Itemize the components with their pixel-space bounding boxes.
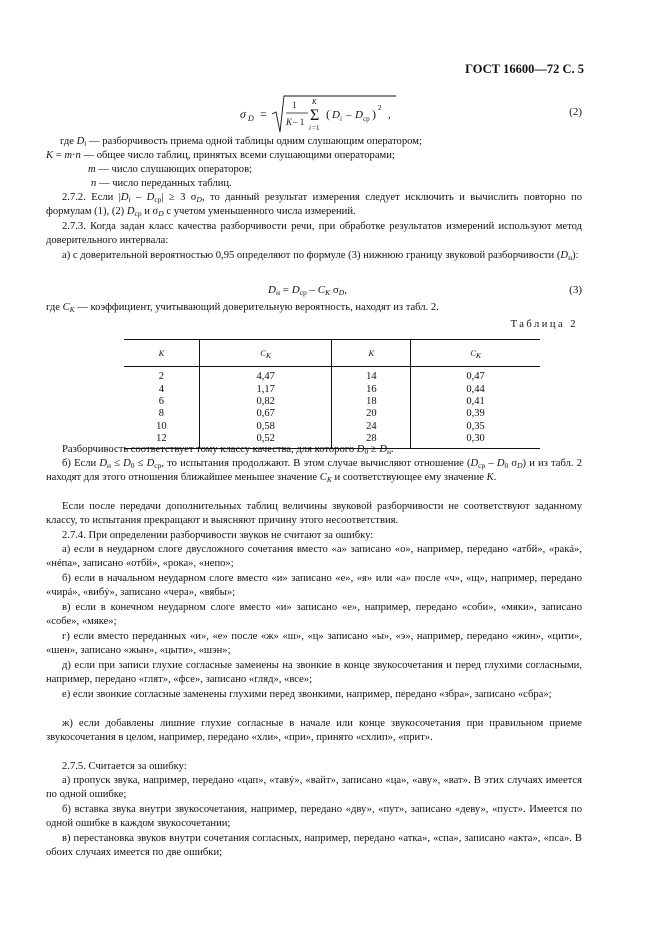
table-cell: 10 — [156, 420, 167, 432]
svg-text:–: – — [346, 109, 352, 121]
table-cell: 0,35 — [411, 421, 540, 433]
table-cell: 6 — [158, 395, 165, 407]
table-cell: 4,47 — [199, 367, 332, 384]
page-header: ГОСТ 16600—72 С. 5 — [465, 62, 584, 76]
paragraph-2-7-2: 2.7.2. Если $|D_i - D_{ср}| \ge 3$ $\sigma_D$, то данный результат измерения следует исключить и вычислить повторно по формулам (1), (2) $D_{ср}$ и $\sigma_D$ с учетом уменьшенного числа измерений. — [46, 192, 583, 219]
table-2 — [124, 339, 540, 449]
table-cell: 0,41 — [411, 396, 540, 408]
table-cell: 0,39 — [411, 408, 540, 420]
table-cell: 0,82 — [199, 396, 332, 408]
svg-text:i: i — [340, 115, 342, 123]
table-cell: 0,44 — [411, 383, 540, 395]
table-cell: 0,52 — [199, 433, 332, 449]
table-cell: 28 — [332, 433, 411, 449]
table-cell: 4 — [158, 383, 165, 395]
svg-text:D: D — [248, 114, 254, 123]
item-4d: д) если при записи глухие согласные заменены на звонкие в конце звукосочетания и перед глухими согласными, например, передано «глят», «фсе», записано «гляд», «все»; — [46, 660, 582, 686]
formula-2 — [236, 92, 406, 138]
svg-text:ср: ср — [363, 115, 370, 123]
svg-text:– 1: – 1 — [293, 117, 305, 127]
svg-text:=: = — [260, 107, 267, 121]
where-line-1: где $D_i$ — разборчивость приема одной таблицы одним слушающим оператором; — [60, 136, 422, 148]
paragraph-2-7-3: 2.7.3. Когда задан класс качества разборчивости речи, при обработке результатов измерений используют метод доверительного интервала: — [46, 221, 582, 247]
formula-3-number: (3) — [569, 284, 582, 296]
header-ck1: $C_K$ — [199, 340, 332, 367]
paragraph-class: Разборчивость соответствует тому классу качества, для которого $D_0 \ge D_н$. — [62, 444, 394, 456]
table-cell: 14 — [332, 367, 411, 384]
item-5v: в) перестановка звуков внутри сочетания согласных, например, передано «атка», «спа», записано «акта», «пса». В обоих случаях имеется по две ошибки; — [46, 833, 582, 859]
table-cell: 24 — [332, 421, 411, 433]
svg-text:(: ( — [326, 107, 330, 121]
item-4g: г) если вместо переданных «и», «е» после «ж» «ш», «ц» записано «ы», «э», например, передано «жин», «цити», «шен», записано «жын», «цыти», «шэн»; — [46, 631, 582, 657]
paragraph-after: Если после передачи дополнительных таблиц величины звуковой разборчивости не соответствуют заданному классу, то испытания прекращают и выясняют причину этого несоответствия. — [46, 501, 582, 527]
paragraph-2-7-5: 2.7.5. Считается за ошибку: — [62, 761, 187, 772]
table-cell: 0,58 — [199, 421, 332, 433]
svg-text:K: K — [312, 98, 317, 106]
paragraph-b: б) Если $D_н \le D_0 \le D_{ср}$, то испытания продолжают. В этом случае вычисляют отношение ($D_{ср} - D_0$ $\sigma_D$) и из табл. 2 находят для этого отношения ближайшее меньшее значение $C_K$ и соответствующее ему значение K. — [46, 458, 582, 485]
where-line-2: K = m·n — общее число таблиц, принятых всеми слушающими операторами; — [46, 150, 395, 161]
where-line-3: m — число слушающих операторов; — [88, 164, 253, 175]
table-cell: 16 — [332, 383, 411, 395]
table-cell: 0,67 — [199, 408, 332, 420]
paragraph-where-ck: где $C_K$ — коэффициент, учитывающий доверительную вероятность, находят из табл. 2. — [46, 302, 439, 314]
table-row — [124, 383, 540, 395]
table-cell: 12 — [124, 433, 199, 449]
item-4b: б) если в начальном неударном слоге вместо «и» записано «е», «я» или «а» после «ч», «щ», например, передано «чирá», «вибý», записано «чера», «вябы»; — [46, 573, 582, 599]
svg-text:D: D — [332, 109, 340, 121]
table-cell: 20 — [332, 408, 411, 420]
paragraph-2-7-4: 2.7.4. При определении разборчивости звуков не считают за ошибку: — [62, 530, 374, 541]
item-5a: а) пропуск звука, например, передано «цап», «тавý», «вайт», записано «ца», «аву», «ват». В этих случаях имеется по одной ошибке; — [46, 775, 582, 801]
table-cell: 18 — [332, 396, 411, 408]
table-header-row — [124, 340, 540, 367]
item-5b: б) вставка звука внутри звукосочетания, например, передано «дву», «пут», записано «деву», «пуст». Имеется по одной ошибке в каждом звукосочетании; — [46, 804, 582, 830]
table-cell: 0,30 — [411, 433, 540, 449]
item-4v: в) если в конечном неударном слоге вместо «и» записано «е», например, передано «соби», «мяки», записано «собе», «мяке»; — [46, 602, 582, 628]
item-4e: е) если звонкие согласные заменены глухими перед звонкими, например, передано «збра», записано «сбра»; — [62, 689, 552, 700]
header-k1: K — [124, 340, 199, 367]
svg-text:K: K — [286, 117, 293, 127]
svg-text:Σ: Σ — [310, 107, 320, 124]
table-row — [124, 396, 540, 408]
svg-text:i: i — [309, 124, 311, 132]
formula-2-number: (2) — [569, 106, 582, 118]
svg-text:σ: σ — [240, 107, 246, 121]
svg-text:): ) — [372, 107, 376, 121]
table-cell: 0,47 — [411, 367, 540, 384]
item-4zh: ж) если добавлены лишние глухие согласные в начале или конце звукосочетания при правильном приеме звукосочетания в целом, например, передано «хли», «при», принято «схлип», «прит». — [46, 718, 582, 744]
table-row — [124, 408, 540, 420]
svg-text:D: D — [355, 109, 363, 121]
svg-text:,: , — [388, 109, 391, 121]
svg-text:1: 1 — [292, 100, 297, 110]
table-row — [124, 421, 540, 433]
formula-3: $D_н = D_{ср} - C_K$ $\sigma_D$, — [268, 284, 347, 297]
header-k2: K — [332, 340, 411, 367]
svg-text:2: 2 — [378, 104, 382, 112]
table-cell: 1,17 — [199, 383, 332, 395]
paragraph-3a: а) с доверительной вероятностью 0,95 определяют по формуле (3) нижнюю границу звуковой разборчивости $(D_н)$: — [62, 250, 579, 262]
where-line-4: n — число переданных таблиц. — [91, 178, 232, 189]
item-4a: а) если в неударном слоге двусложного сочетания вместо «а» записано «о», например, передано «атбй», «ракá», «нéпа», записано «отбй», «рока», «непо»; — [46, 544, 582, 570]
table-caption: Таблица 2 — [510, 319, 578, 330]
table-row — [124, 367, 540, 384]
svg-text:=1: =1 — [312, 124, 320, 132]
table-cell: 2 — [158, 371, 165, 383]
table-cell: 8 — [158, 408, 165, 420]
header-ck2: $C_K$ — [411, 340, 540, 367]
